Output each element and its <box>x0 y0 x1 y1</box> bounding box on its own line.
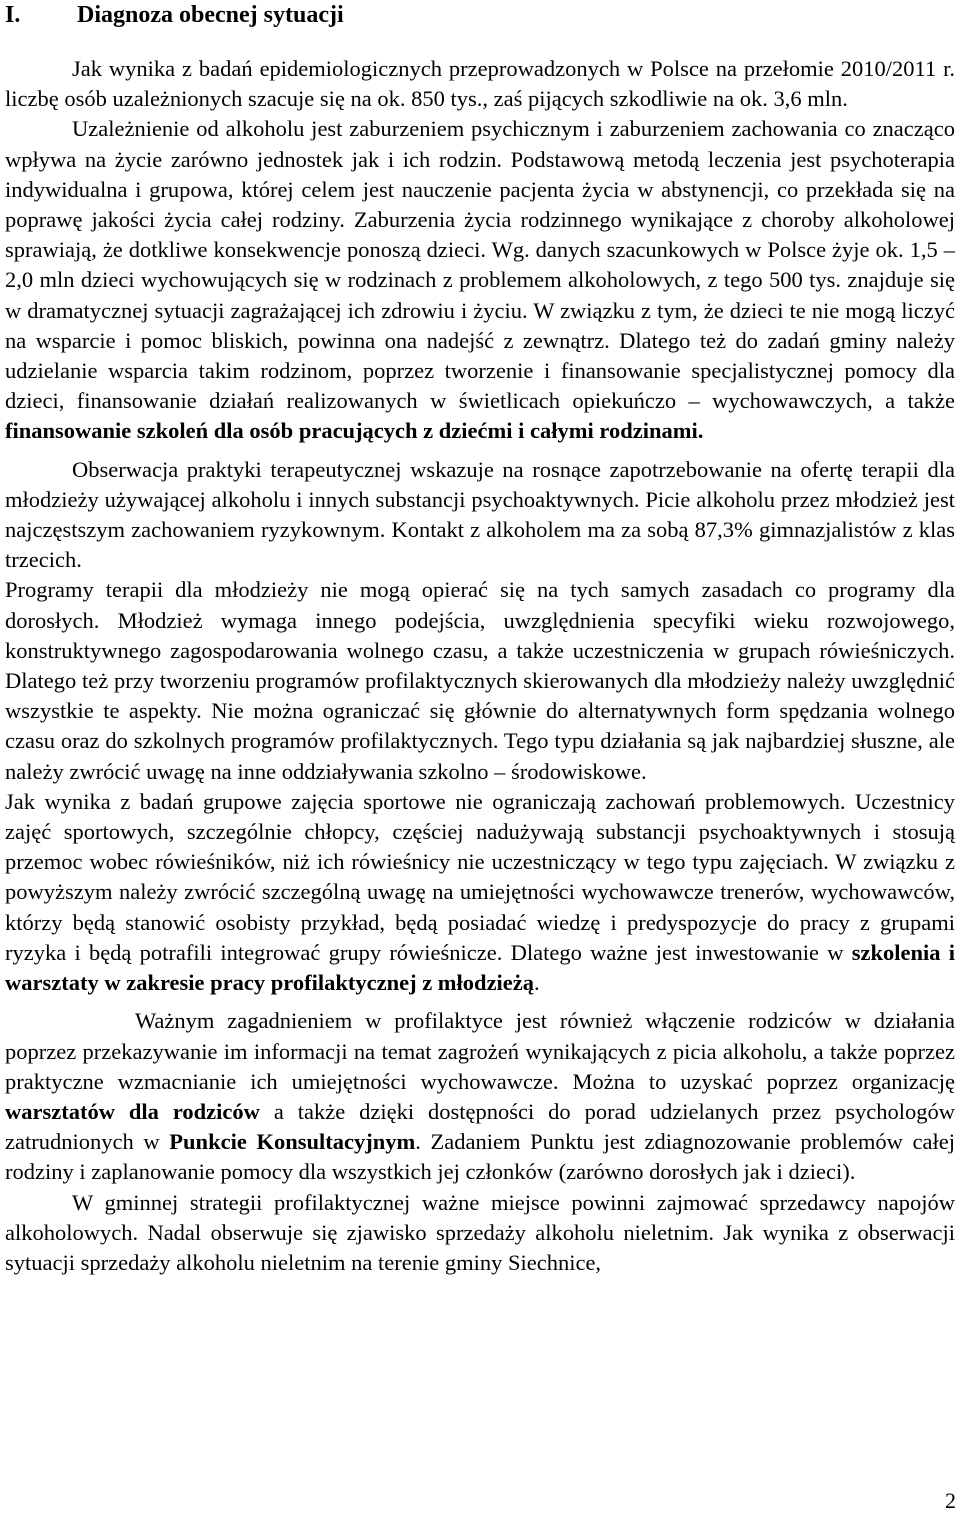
paragraph <box>5 54 955 114</box>
page-number: 2 <box>945 1488 956 1513</box>
bold-text: szkolenia i warsztaty w zakresie pracy profilaktycznej z młodzieżą <box>5 939 955 996</box>
paragraph-text: Jak wynika z badań grupowe zajęcia sportowe nie ograniczają zachowań problemowych. Uczestnicy zajęć sportowych, szczególnie chłopcy, częściej nadużywają substancji psychoaktywnych i stosują przemoc wobec rówieśników, niż ich rówieśnicy nie uczestniczący w tego typu zajęciach. W związku z powyższym należy zwrócić szczególną uwagę na umiejętności wychowawcze trenerów, wychowawców, którzy będą stanowić osobisty przykład, będą posiadać wiedzę i predyspozycje do pracy z grupami ryzyka i będą potrafili integrować grupy rówieśnicze. Dlatego ważne jest inwestowanie w <box>5 788 955 965</box>
paragraph-text: Programy terapii dla młodzieży nie mogą opierać się na tych samych zasadach co programy dla dorosłych. Młodzież wymaga innego podejścia, uwzględnienia specyfiki wieku rozwojowego, konstruktywnego zagospodarowania wolnego czasu, a także uczestniczenia w grupach rówieśniczych. Dlatego też przy tworzeniu programów profilaktycznych skierowanych dla młodzieży należy uwzględnić wszystkie te aspekty. Nie można ograniczać się głównie do alternatywnych form spędzania wolnego czasu oraz do szkolnych programów profilaktycznych. Tego typu działania są jak najbardziej słuszne, ale należy zwrócić uwagę na inne oddziaływania szkolno – środowiskowe. <box>5 577 955 784</box>
paragraph-text: a także dzięki dostępności do porad udzielanych przez psychologów zatrudnionych w <box>5 1098 955 1155</box>
paragraph-text: W gminnej strategii profilaktycznej ważne miejsce powinni zajmować sprzedawcy napojów alkoholowych. Nadal obserwuje się zjawisko sprzedaży alkoholu nieletnim. Jak wynika z obserwacji sytuacji sprzedaży alkoholu nieletnim na terenie gminy Siechnice, <box>5 1189 955 1275</box>
paragraph <box>5 114 955 446</box>
paragraph-text: . Zadaniem Punktu jest zdiagnozowanie problemów całej rodziny i zaplanowanie pomocy dla wszystkich jej członków (zarówno dorosłych jak i dzieci). <box>5 1129 955 1185</box>
section-heading <box>5 0 344 30</box>
paragraph-text: Obserwacja praktyki terapeutycznej wskazuje na rosnące zapotrzebowanie na ofertę terapii dla młodzieży używającej alkoholu i innych substancji psychoaktywnych. Picie alkoholu przez młodzież jest najczęstszym zachowaniem ryzykownym. Kontakt z alkoholem ma za sobą 87,3% gimnazjalistów z klas trzecich. <box>5 456 955 573</box>
body-text <box>5 54 955 1278</box>
paragraph <box>5 1006 955 1187</box>
paragraph-text: Uzależnienie od alkoholu jest zaburzeniem psychicznym i zaburzeniem zachowania co znacząco wpływa na życie zarówno jednostek jak i ich rodzin. Podstawową metodą leczenia jest psychoterapia indywidualna i grupowa, której celem jest nauczenie pacjenta życia w abstynencji, co przekłada się na poprawę jakości życia całej rodziny. Zaburzenia życia rodzinnego wynikające z choroby alkoholowej sprawiają, że dotkliwe konsekwencje ponoszą dzieci. Wg. danych szacunkowych w Polsce żyje ok. 1,5 – 2,0 mln dzieci wychowujących się w rodzinach z problemem alkoholowych, z tego 500 tys. znajduje się w dramatycznej sytuacji zagrażającej ich zdrowiu i życiu. W związku z tym, że dzieci te nie mogą liczyć na wsparcie i pomoc bliskich, powinna ona nadejść z zewnątrz. Dlatego też do zadań gminy należy udzielanie wsparcia takim rodzinom, poprzez tworzenie i finansowanie specjalistycznej pomocy dla dzieci, finansowanie działań realizowanych w świetlicach opiekuńczo – wychowawczych, a także <box>5 116 955 414</box>
paragraph <box>5 1188 955 1279</box>
section-number: I. <box>5 2 21 28</box>
paragraph-text: Ważnym zagadnieniem w profilaktyce jest również włączenie rodziców w działania poprzez przekazywanie im informacji na temat zagrożeń wynikających z picia alkoholu, a także poprzez praktyczne wzmacnianie ich umiejętności wychowawcze. Można to uzyskać poprzez organizację <box>5 1008 955 1094</box>
paragraph <box>5 787 955 998</box>
section-title: Diagnoza obecnej sytuacji <box>77 2 344 28</box>
bold-text: finansowanie szkoleń dla osób pracujących z dziećmi i całymi rodzinami. <box>5 418 704 444</box>
paragraph-text: . <box>534 970 540 996</box>
paragraph <box>5 575 955 786</box>
bold-text: warsztatów dla rodziców <box>5 1098 260 1124</box>
paragraph <box>5 455 955 576</box>
paragraph-text: Jak wynika z badań epidemiologicznych przeprowadzonych w Polsce na przełomie 2010/2011 r. liczbę osób uzależnionych szacuje się na ok. 850 tys., zaś pijących szkodliwie na ok. 3,6 mln. <box>5 56 955 112</box>
bold-text: Punkcie Konsultacyjnym <box>169 1129 416 1155</box>
